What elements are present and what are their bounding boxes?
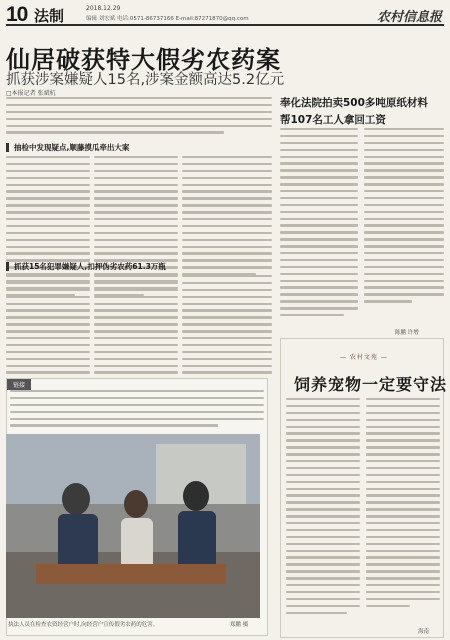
column-body-col-2 <box>366 398 440 612</box>
editor-info: 编辑 刘宏斌 电话:0571-86737166 E-mail:87271870@qq.com <box>86 16 249 22</box>
section-title: 法制 <box>34 7 65 25</box>
link-text <box>10 390 264 431</box>
column-credit: 海南 <box>418 629 430 635</box>
lead-headline: 仙居破获特大假劣农药案 <box>6 45 281 74</box>
page-number: 10 <box>6 3 28 26</box>
body-col-6 <box>182 275 272 385</box>
right-body-col-2 <box>364 128 444 307</box>
link-tag: 链接 <box>7 379 31 390</box>
right-headline-line2: 帮107名工人拿回工资 <box>280 114 386 126</box>
issue-date: 2018.12.29 <box>86 5 121 12</box>
right-story-headline <box>280 95 445 127</box>
masthead <box>6 4 444 26</box>
column-title: 饲养宠物一定要守法 <box>294 375 448 394</box>
photo-caption: 执法人员在检查农资经营户时,向经营户宣传假劣农药的危害。 <box>8 622 159 628</box>
subtitle-2: 抓获15名犯罪嫌疑人,扣押伪劣农药61.3万瓶 <box>6 262 166 271</box>
right-headline-line1: 奉化法院拍卖500多吨原纸材料 <box>280 97 428 109</box>
news-photo <box>6 434 260 618</box>
lead-byline: □本报记者 张斌杭 <box>6 90 56 97</box>
body-col-4 <box>6 275 90 385</box>
photo-credit: 郑鹏 摄 <box>230 622 249 628</box>
body-col-3 <box>182 156 272 280</box>
lead-subhead: 抓获涉案嫌疑人15名,涉案金额高达5.2亿元 <box>6 72 285 88</box>
subtitle-1: 抽检中发现疑点,顺藤摸瓜牵出大案 <box>6 143 129 152</box>
lead-body-text <box>6 97 272 138</box>
column-body-col-1 <box>286 398 360 619</box>
right-body-col-1 <box>280 128 358 321</box>
paper-name: 农村信息报 <box>376 10 442 25</box>
body-col-5 <box>94 275 178 385</box>
right-story-credit: 陈鹏 许增 <box>395 330 419 336</box>
column-badge: — 农村文苑 — <box>340 354 388 361</box>
